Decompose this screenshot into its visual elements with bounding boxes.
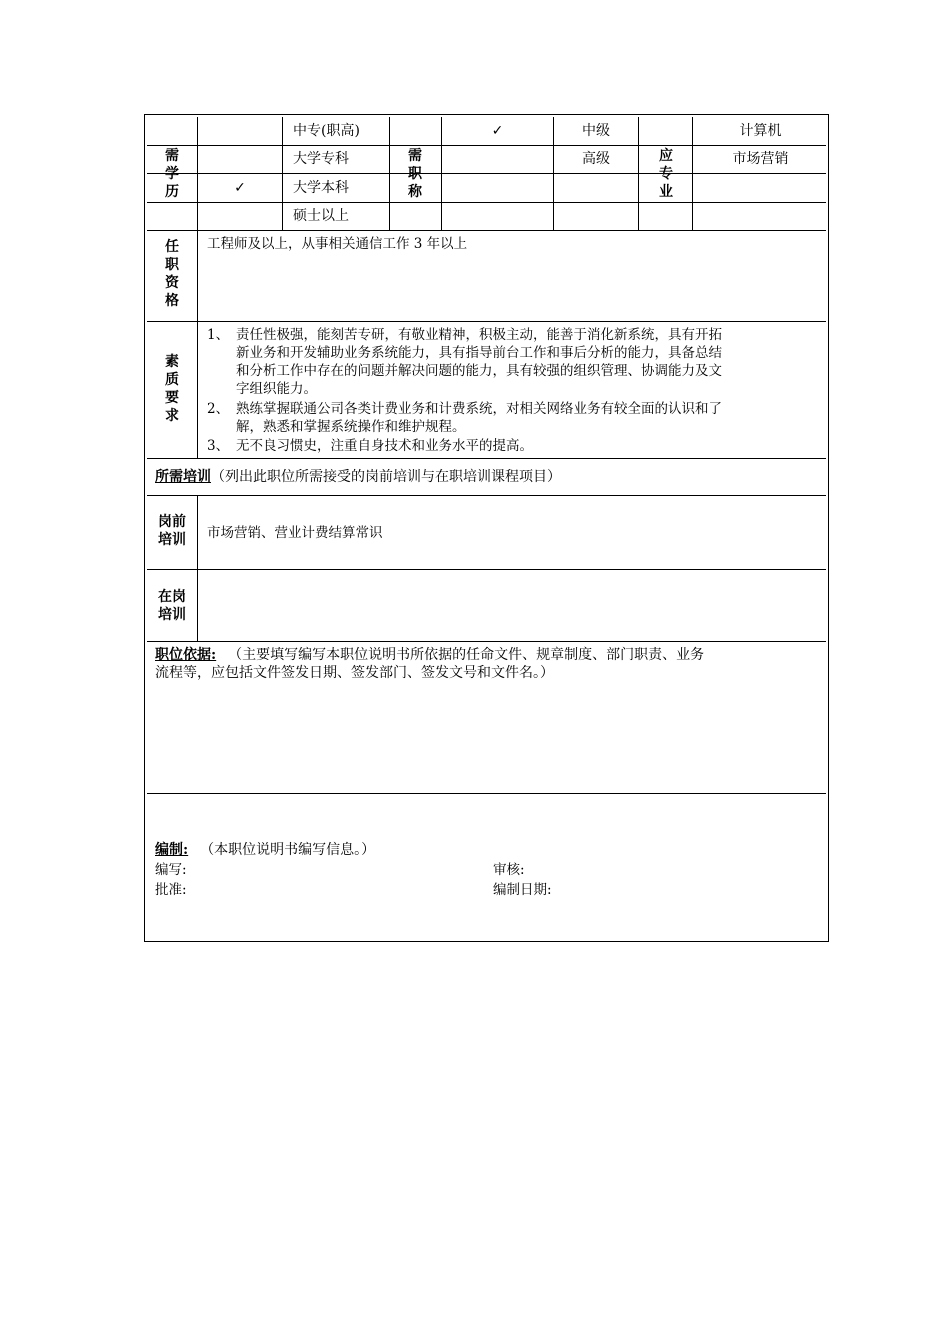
quality-item: 责任性极强，能刻苦专研，有敬业精神，积极主动，能善于消化新系统，具有开拓 新业务和开发辅助业务系统能力，具有指导前台工作和事后分析的能力，具备总结 和分析工作中存在的问题并解决问题的能力，具有较强的组织管理、协调能力及文 字组织能力。 xyxy=(236,327,722,397)
quality-item-number: 3、 xyxy=(207,438,230,454)
divider xyxy=(197,495,198,641)
quality-item: 熟练掌握联通公司各类计费业务和计费系统，对相关网络业务有较全面的认识和了 解，熟悉和掌握系统操作和维护规程。 xyxy=(236,401,722,435)
divider xyxy=(147,458,826,459)
title-level: 中级 xyxy=(582,123,610,139)
quality-item-number: 1、 xyxy=(207,327,230,343)
compile-title: 编制: xyxy=(155,842,189,858)
quality-label: 素 质 要 求 xyxy=(165,354,179,424)
divider xyxy=(147,230,826,231)
divider xyxy=(147,321,826,322)
divider xyxy=(147,173,826,174)
divider xyxy=(147,495,826,496)
education-label: 需 学 历 xyxy=(165,148,179,200)
position-basis: 职位依据: （主要填写编写本职位说明书所依据的任命文件、规章制度、部门职责、业务 流程等，应包括文件签发日期、签发部门、签发文号和文件名。） xyxy=(155,647,705,681)
title-level: 高级 xyxy=(582,151,610,167)
education-level: 硕士以上 xyxy=(293,208,349,224)
pre-job-training-text: 市场营销、营业计费结算常识 xyxy=(207,525,383,541)
divider xyxy=(147,569,826,570)
education-level: 大学本科 xyxy=(293,180,349,196)
on-job-training-label: 在岗 培训 xyxy=(158,589,186,623)
major-label: 应 专 业 xyxy=(659,148,673,200)
divider xyxy=(147,145,826,146)
quality-item-number: 2、 xyxy=(207,401,230,417)
divider xyxy=(638,117,639,230)
major-value: 计算机 xyxy=(739,123,782,139)
qualification-text: 工程师及以上，从事相关通信工作 3 年以上 xyxy=(207,236,468,252)
divider xyxy=(389,117,390,230)
position-basis-title: 职位依据: xyxy=(155,647,217,663)
divider xyxy=(197,117,198,458)
education-level: 中专(职高) xyxy=(293,123,360,139)
education-check-3[interactable]: ✓ xyxy=(234,180,246,196)
training-note: （列出此职位所需接受的岗前培训与在职培训课程项目） xyxy=(211,469,561,485)
quality-item: 无不良习惯史，注重自身技术和业务水平的提高。 xyxy=(236,438,533,454)
pre-job-training-label: 岗前 培训 xyxy=(158,514,186,548)
title-check-1[interactable]: ✓ xyxy=(491,123,504,139)
training-header xyxy=(155,468,825,486)
approver-label: 批准: xyxy=(155,882,187,898)
writer-label: 编写: xyxy=(155,862,187,878)
reviewer-label: 审核: xyxy=(493,862,525,878)
education-level: 大学专科 xyxy=(293,151,349,167)
divider xyxy=(147,641,826,642)
qualification-label: 任 职 资 格 xyxy=(165,239,179,309)
title-requirement-label: 需 职 称 xyxy=(408,148,422,200)
major-value: 市场营销 xyxy=(732,151,789,167)
divider xyxy=(282,117,283,230)
compile-info: 编制: （本职位说明书编写信息。） xyxy=(155,842,376,858)
training-title: 所需培训 xyxy=(155,469,211,485)
job-description-form xyxy=(144,114,829,942)
divider xyxy=(147,793,826,794)
compile-date-label: 编制日期: xyxy=(493,882,552,898)
divider xyxy=(147,202,826,203)
